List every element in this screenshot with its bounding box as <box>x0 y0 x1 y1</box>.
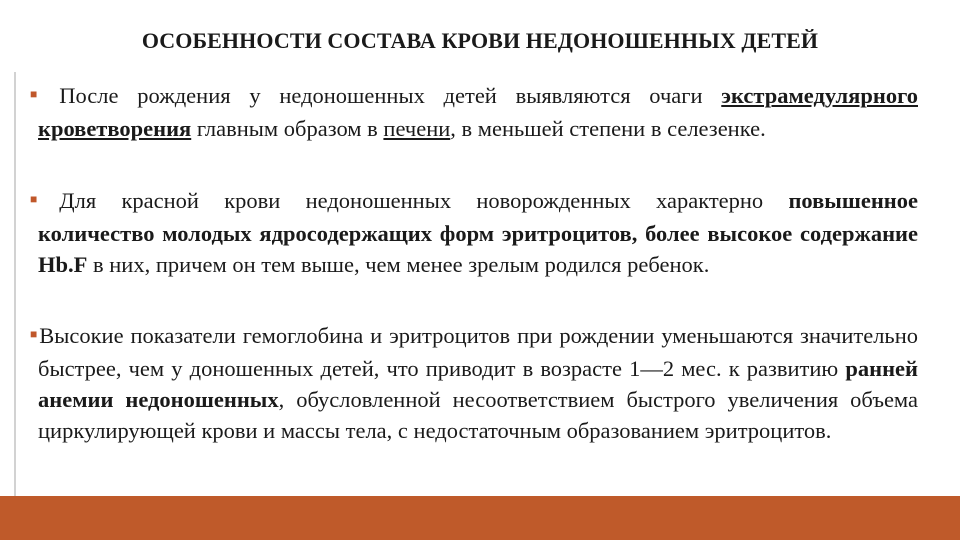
paragraph-2-text-a: Для красной крови недоношенных новорожденных характерно <box>59 188 789 213</box>
paragraph-1-text-c: , в меньшей степени в селезенке. <box>450 116 766 142</box>
paragraph-2 <box>30 185 918 280</box>
paragraph-1 <box>30 80 918 144</box>
paragraph-1-term-liver: печени <box>383 116 451 142</box>
paragraph-3-text-a: Высокие показатели гемоглобина и эритроцитов при рождении уменьшаются значительно быстрее, чем у доношенных детей, что приводит в возрасте 1—2 мес. к развитию <box>38 323 918 382</box>
left-divider-line <box>14 72 16 504</box>
paragraph-2-text-b: в них, причем он тем выше, чем менее зрелым родился ребенок. <box>87 252 710 278</box>
slide-title: ОСОБЕННОСТИ СОСТАВА КРОВИ НЕДОНОШЕННЫХ ДЕТЕЙ <box>141 28 819 53</box>
square-bullet-icon: ■ <box>30 327 38 342</box>
paragraph-3-text-b: , обусловленной несоответствием быстрого увеличения объема циркулирующей крови и массы тела, с недостаточным образованием эритроцитов. <box>38 387 919 444</box>
paragraph-1-term-extramedullary: экстрамедулярного кроветворения <box>38 83 918 142</box>
paragraph-1-text-a: После рождения у недоношенных детей выявляются очаги <box>59 83 722 108</box>
footer-accent-bar <box>0 496 960 540</box>
paragraph-2-emphasis: повышенное количество молодых ядросодержащих форм эритроцитов, более высокое содержание Hb.F <box>38 188 918 278</box>
paragraph-3-emphasis: ранней анемии недоношенных <box>38 356 918 413</box>
paragraph-1-text-b: главным образом в <box>191 116 384 142</box>
paragraph-3 <box>30 320 919 446</box>
square-bullet-icon: ■ <box>30 87 38 102</box>
square-bullet-icon: ■ <box>30 192 38 207</box>
